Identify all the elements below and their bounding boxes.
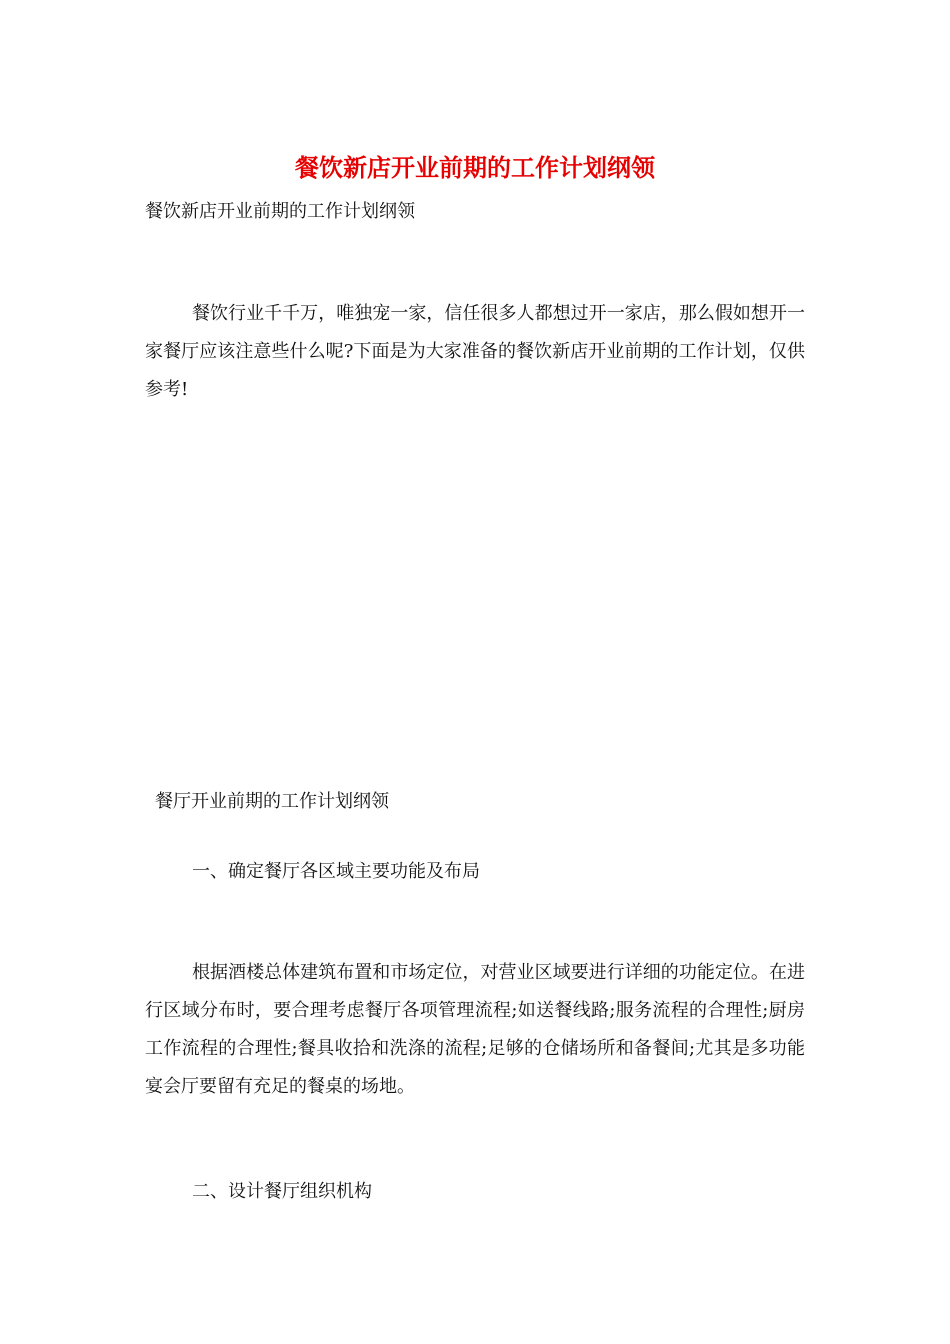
item-1-body: 根据酒楼总体建筑布置和市场定位，对营业区域要进行详细的功能定位。在进行区域分布时，要合理考虑餐厅各项管理流程;如送餐线路;服务流程的合理性;厨房工作流程的合理性;餐具收拾和洗涤的流程;足够的仓储场所和备餐间;尤其是多功能宴会厅要留有充足的餐桌的场地。: [145, 962, 805, 1097]
item-2-heading: 二、设计餐厅组织机构: [192, 1181, 372, 1202]
intro-paragraph: 餐饮行业千千万，唯独宠一家，信任很多人都想过开一家店，那么假如想开一家餐厅应该注意些什么呢?下面是为大家准备的餐饮新店开业前期的工作计划，仅供参考!: [145, 303, 805, 400]
document-title: 餐饮新店开业前期的工作计划纲领: [295, 153, 655, 182]
section-heading: 餐厅开业前期的工作计划纲领: [155, 791, 389, 812]
document-subtitle: 餐饮新店开业前期的工作计划纲领: [145, 201, 415, 222]
item-1-heading: 一、确定餐厅各区域主要功能及布局: [192, 861, 480, 882]
